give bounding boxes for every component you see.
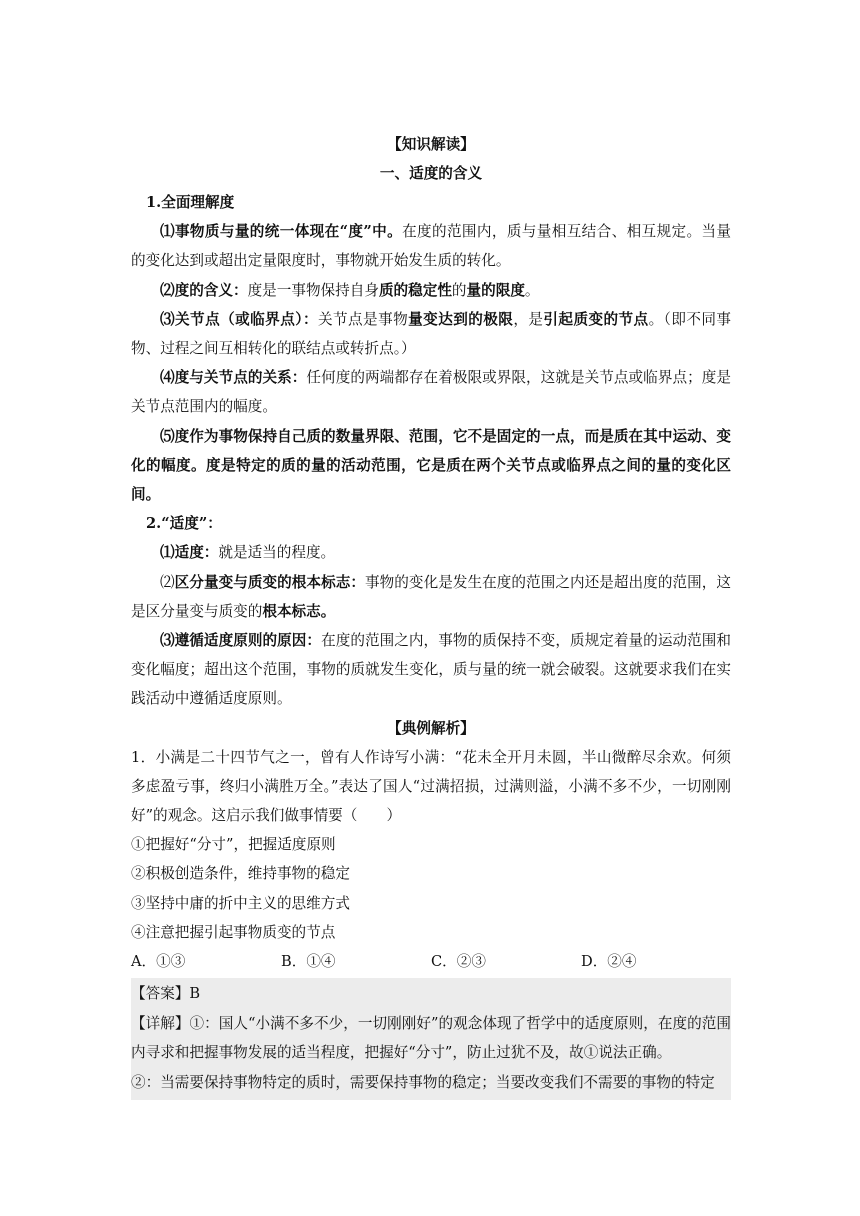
answer-options <box>131 947 731 976</box>
answer-line: 【答案】B <box>131 985 201 1003</box>
part1-item5: ⑸度作为事物保持自己质的数量界限、范围，它不是固定的一点，而是质在其中运动、变化的幅度。度是特定的质的量的活动范围，它是质在两个关节点或临界点之间的量的变化区间。 <box>131 427 731 504</box>
part1-title: 1.全面理解度 <box>146 194 235 211</box>
statement-3: ③坚持中庸的折中主义的思维方式 <box>131 894 350 912</box>
statement-1: ①把握好“分寸”，把握适度原则 <box>131 836 336 854</box>
part2-title: 2.“适度”： <box>146 515 222 533</box>
question-stem: 1．小满是二十四节气之一，曾有人作诗写小满：“花未全开月未圆，半山微醉尽余欢。何须多虑盈亏事，终归小满胜万全。”表达了国人“过满招损，过满则溢，小满不多不少，一切刚刚好”的观念。这启示我们做事情要（ ） <box>131 748 731 825</box>
option-b: B．①④ <box>281 953 336 971</box>
detail-1: 【详解】①：国人“小满不多不少，一切刚刚好”的观念体现了哲学中的适度原则，在度的范围内寻求和把握事物发展的适当程度，把握好“分寸”，防止过犹不及，故①说法正确。 <box>131 1014 731 1062</box>
part2-item3: ⑶遵循适度原则的原因：在度的范围之内，事物的质保持不变，质规定着量的运动范围和变化幅度；超出这个范围，事物的质就发生变化，质与量的统一就会破裂。这就要求我们在实践活动中遵循适度原则。 <box>131 632 731 708</box>
part2-item2: ⑵区分量变与质变的根本标志：事物的变化是发生在度的范围之内还是超出度的范围，这是区分量变与质变的根本标志。 <box>131 573 731 620</box>
option-d: D．②④ <box>581 953 637 971</box>
statement-2: ②积极创造条件，维持事物的稳定 <box>131 865 350 883</box>
part1-item1: ⑴事物质与量的统一体现在“度”中。在度的范围内，质与量相互结合、相互规定。当量的变化达到或超出定量限度时，事物就开始发生质的转化。 <box>131 223 731 270</box>
example-heading: 【典例解析】 <box>387 719 475 737</box>
document-content <box>131 130 731 1100</box>
answer-block <box>131 978 731 1100</box>
option-c: C．②③ <box>431 953 486 971</box>
knowledge-heading: 【知识解读】 <box>387 136 475 153</box>
statement-4: ④注意把握引起事物质变的节点 <box>131 923 336 941</box>
option-a: A．①③ <box>131 953 186 971</box>
part1-item3: ⑶关节点（或临界点）：关节点是事物量变达到的极限，是引起质变的节点。（即不同事物、过程之间互相转化的联结点或转折点。） <box>131 310 731 358</box>
part1-item4: ⑷度与关节点的关系：任何度的两端都存在着极限或界限，这就是关节点或临界点；度是关节点范围内的幅度。 <box>131 369 731 416</box>
detail-2: ②：当需要保持事物特定的质时，需要保持事物的稳定；当要改变我们不需要的事物的特定 <box>131 1073 715 1091</box>
part1-item2: ⑵度的含义：度是一事物保持自身质的稳定性的量的限度。 <box>160 281 540 299</box>
section-heading: 一、适度的含义 <box>379 165 483 182</box>
part2-item1: ⑴适度：就是适当的程度。 <box>160 544 336 562</box>
